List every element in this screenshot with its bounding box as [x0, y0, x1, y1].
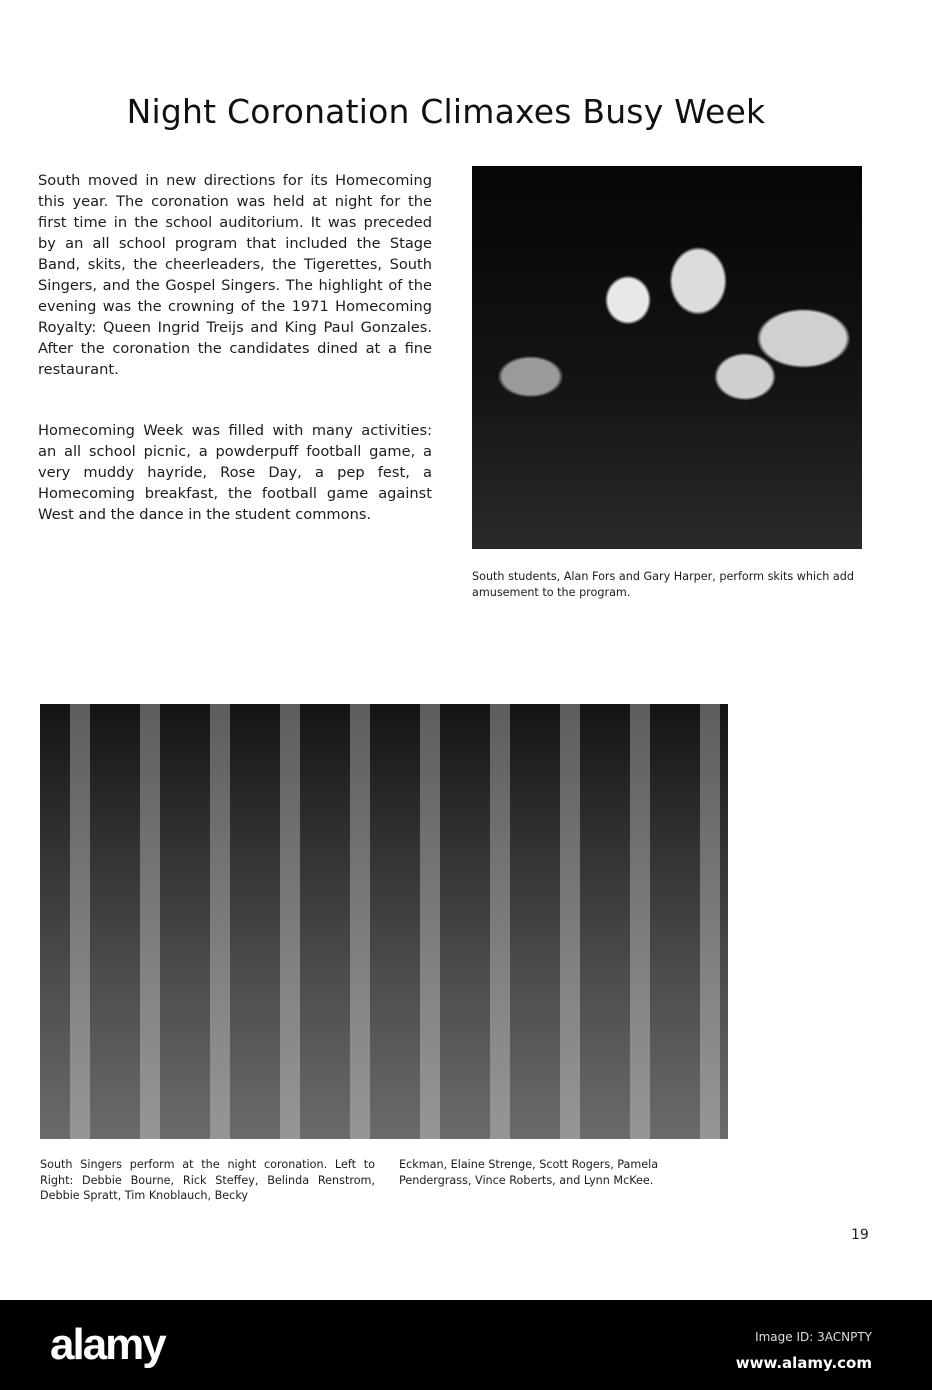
photo2-caption-right: Eckman, Elaine Strenge, Scott Rogers, Pamela Pendergrass, Vince Roberts, and Lynn McKee.: [399, 1158, 659, 1187]
photo-south-singers: [40, 704, 728, 1139]
page-title: Night Coronation Climaxes Busy Week: [126, 92, 766, 131]
body-paragraph-1: South moved in new directions for its Homecoming this year. The coronation was held at night for the first time in the school auditorium. It was preceded by an all school program that included the Stage Band, skits, the cheerleaders, the Tigerettes, South Singers, and the Gospel Singers. The highlight of the evening was the crowning of the 1971 Homecoming Royalty: Queen Ingrid Treijs and King Paul Gonzales. After the coronation the candidates dined at a fine restaurant.: [38, 172, 432, 378]
photo1-caption: South students, Alan Fors and Gary Harper, perform skits which add amusement to the program.: [472, 570, 854, 599]
watermark-band: [0, 1300, 932, 1390]
alamy-logo: alamy: [50, 1320, 165, 1369]
watermark-url: www.alamy.com: [735, 1354, 872, 1372]
photo2-caption-left: South Singers perform at the night coronation. Left to Right: Debbie Bourne, Rick Steffey, Belinda Renstrom, Debbie Spratt, Tim Knoblauch, Becky: [40, 1158, 375, 1202]
body-paragraph-2: Homecoming Week was filled with many activities: an all school picnic, a powderpuff football game, a very muddy hayride, Rose Day, a pep fest, a Homecoming breakfast, the football game against West and the dance in the student commons.: [38, 422, 432, 523]
photo-skit-performers: [472, 166, 862, 549]
page-number: 19: [851, 1227, 869, 1243]
image-id: Image ID: 3ACNPTY: [755, 1330, 872, 1344]
